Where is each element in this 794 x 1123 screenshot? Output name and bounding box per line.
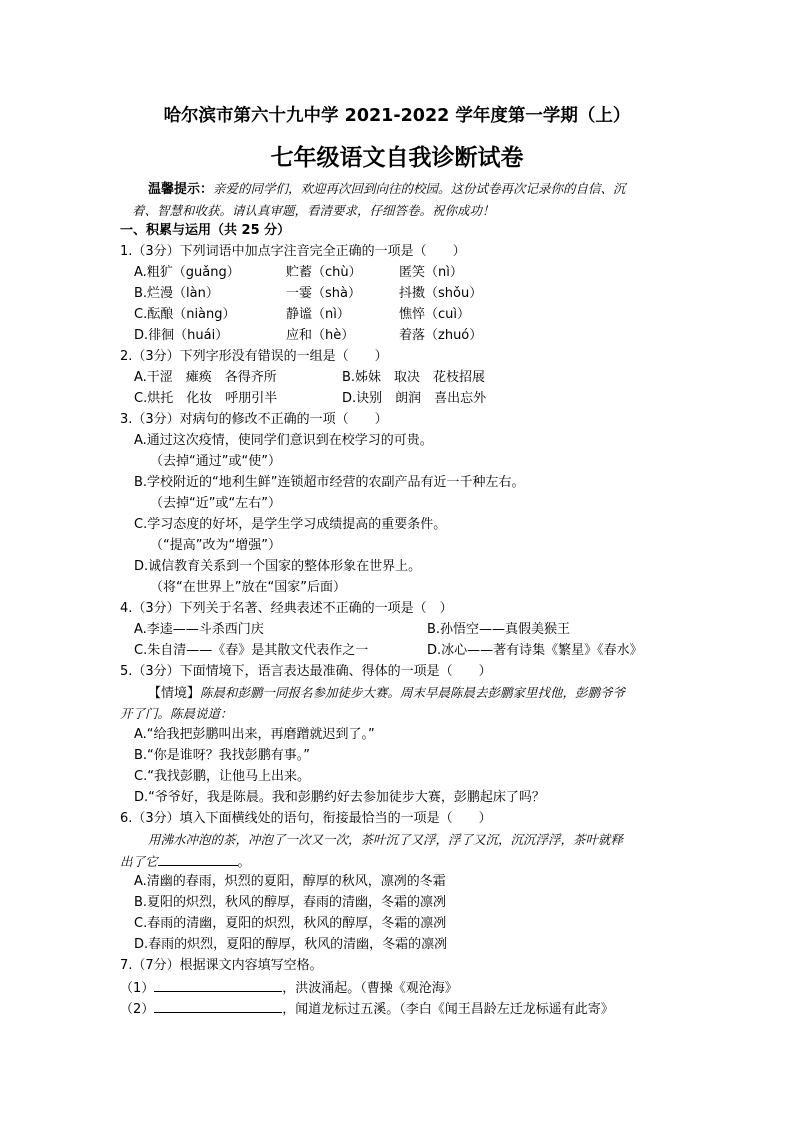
exam-paper-title: 七年级语文自我诊断试卷 — [270, 145, 524, 171]
question-3-stem: 3.（3分）对病句的修改不正确的一项（ ） — [120, 412, 388, 427]
q7-item-1-number: （1） — [120, 981, 155, 996]
q7-item-1-blank[interactable] — [154, 978, 282, 992]
q6-answer-blank[interactable] — [158, 852, 238, 866]
q6-passage-line-2 — [120, 852, 251, 872]
notice-line-1 — [148, 180, 626, 199]
q1-row-a-col3: 匿笑（nì） — [399, 265, 463, 280]
q2-option-d: D.诀别 朗润 喜出忘外 — [342, 391, 487, 406]
exam-school-title: 哈尔滨市第六十九中学 2021-2022 学年度第一学期（上） — [163, 106, 631, 126]
q1-row-a-col1: A.粗犷（guǎng） — [134, 265, 240, 280]
q3-option-d-fix: （将“在世界上”放在“国家”后面） — [150, 580, 346, 595]
notice-label: 温馨提示： — [148, 182, 214, 197]
q7-item-2-number: （2） — [120, 1002, 155, 1017]
q6-passage-line-1: 用沸水冲泡的茶，冲泡了一次又一次，茶叶沉了又浮，浮了又沉，沉沉浮浮，茶叶就释 — [148, 832, 624, 847]
q1-row-d-col3: 着落（zhuó） — [399, 328, 483, 343]
q1-row-b-col2: 一霎（shà） — [286, 286, 361, 301]
q6-passage-prefix: 出了它 — [120, 854, 158, 869]
q5-situation-line-1 — [148, 684, 625, 703]
q6-option-c: C.春雨的清幽，夏阳的炽烈，秋风的醇厚，冬霜的凛冽 — [134, 916, 447, 931]
q3-option-a-fix: （去掉“通过”或“使”） — [150, 454, 281, 469]
q7-item-1-text: ，洪波涌起。（曹操《观沧海》 — [282, 981, 458, 996]
q5-situation-label: 【情境】 — [148, 686, 201, 701]
q6-option-b: B.夏阳的炽烈，秋风的醇厚，春雨的清幽，冬霜的凛冽 — [134, 895, 447, 910]
q5-option-b: B.“你是谁呀？我找彭鹏有事。” — [134, 748, 311, 763]
q7-item-2-text: ，闻道龙标过五溪。（李白《闻王昌龄左迁龙标遥有此寄》 — [282, 1002, 614, 1017]
q3-option-d: D.诚信教育关系到一个国家的整体形象在世界上。 — [134, 559, 422, 574]
question-7-stem: 7.（7分）根据课文内容填写空格。 — [120, 958, 323, 973]
q6-option-a: A.清幽的春雨，炽烈的夏阳，醇厚的秋风，凛冽的冬霜 — [134, 874, 446, 889]
q3-option-b: B.学校附近的“地利生鲜”连锁超市经营的农副产品有近一千种左右。 — [134, 475, 525, 490]
q3-option-c-fix: （“提高”改为“增强”） — [150, 538, 281, 553]
q5-option-a: A.“给我把彭鹏叫出来，再磨蹭就迟到了。” — [134, 727, 375, 742]
q3-option-a: A.通过这次疫情，使同学们意识到在校学习的可贵。 — [134, 433, 433, 448]
q1-row-c-col1: C.酝酿（niàng） — [134, 307, 236, 322]
q5-situation-text-1: 陈晨和彭鹏一同报名参加徒步大赛。周末早晨陈晨去彭鹏家里找他，彭鹏爷爷 — [200, 685, 626, 700]
q2-option-a: A.干涩 瘫痪 各得齐所 — [134, 370, 277, 385]
q1-row-b-col1: B.烂漫（làn） — [134, 286, 219, 301]
q2-option-b: B.姊妹 取决 花枝招展 — [342, 370, 486, 385]
q3-option-c: C.学习态度的好坏，是学生学习成绩提高的重要条件。 — [134, 517, 447, 532]
q1-row-d-col1: D.徘徊（huái） — [134, 328, 229, 343]
q2-option-c: C.烘托 化妆 呼朋引半 — [134, 391, 278, 406]
q4-option-a: A.李逵——斗杀西门庆 — [134, 622, 264, 637]
q5-situation-line-2: 开了门。陈晨说道： — [120, 706, 233, 721]
q1-row-a-col2: 贮蓄（chù） — [286, 265, 362, 280]
q4-option-b: B.孙悟空——真假美猴王 — [427, 622, 571, 637]
q4-option-d: D.冰心——著有诗集《繁星》《春水》 — [427, 643, 643, 658]
q5-option-c: C.“我找彭鹏，让他马上出来。 — [134, 769, 310, 784]
q6-option-d: D.春雨的炽烈，夏阳的醇厚，秋风的清幽，冬霜的凛冽 — [134, 937, 448, 952]
q7-item-2-blank[interactable] — [154, 999, 282, 1013]
q7-item-2 — [120, 999, 614, 1019]
question-4-stem: 4.（3分）下列关于名著、经典表述不正确的一项是（ ） — [120, 601, 453, 616]
q1-row-d-col2: 应和（hè） — [286, 328, 355, 343]
q5-option-d: D.“爷爷好，我是陈晨。我和彭鹏约好去参加徒步大赛，彭鹏起床了吗？ — [134, 790, 545, 805]
question-5-stem: 5.（3分）下面情境下，语言表达最准确、得体的一项是（ ） — [120, 664, 492, 679]
question-2-stem: 2.（3分）下列字形没有错误的一组是（ ） — [120, 349, 388, 364]
q1-row-b-col3: 抖擞（shǒu） — [399, 286, 483, 301]
q3-option-b-fix: （去掉“近”或“左右”） — [150, 496, 281, 511]
question-6-stem: 6.（3分）填入下面横线处的语句，衔接最恰当的一项是（ ） — [120, 811, 492, 826]
notice-text-1: 亲爱的同学们，欢迎再次回到向往的校园。这份试卷再次记录你的自信、沉 — [213, 181, 626, 196]
q1-row-c-col2: 静谧（nì） — [286, 307, 350, 322]
q7-item-1 — [120, 978, 458, 998]
question-1-stem: 1.（3分）下列词语中加点字注音完全正确的一项是（ ） — [120, 244, 466, 259]
section-heading: 一、积累与运用（共 25 分） — [120, 223, 291, 238]
q4-option-c: C.朱自清——《春》是其散文代表作之一 — [134, 643, 369, 658]
notice-line-2: 着、智慧和收获。请认真审题，看清要求，仔细答卷。祝你成功！ — [132, 203, 495, 218]
q6-passage-suffix: 。 — [237, 855, 251, 870]
q1-row-c-col3: 憔悴（cuì） — [399, 307, 470, 322]
